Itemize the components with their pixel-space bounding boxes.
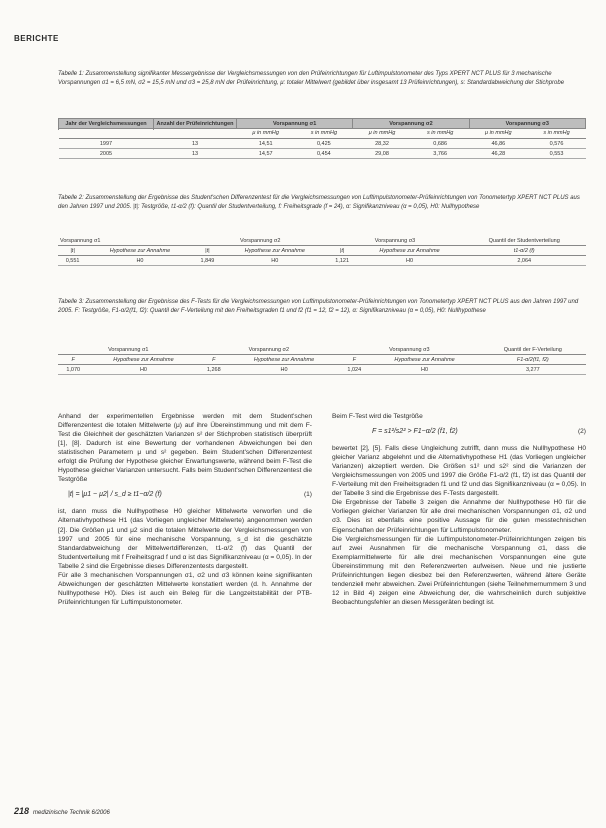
table1-header-s2: Vorspannung σ2 xyxy=(353,119,469,129)
paragraph: Für alle 3 mechanischen Vorspannungen σ1, σ2 und σ3 können keine signifikanten Abweichungen der geschätzten Mittelwerte konstatiert werden (d. h. Annahme der Nullhypothese H0). Dies ist auch ein Beleg für die Langzeitstabilität der PTB-Prüfeinrichtungen für Luftimpulstonometer. xyxy=(58,571,312,606)
table-cell: H0 xyxy=(357,256,463,266)
table-cell: 0,553 xyxy=(528,149,586,159)
table-cell: 29,08 xyxy=(353,149,411,159)
table-cell: H0 xyxy=(222,256,328,266)
table1-sub: μ in mmHg xyxy=(237,129,295,139)
table1-header-year: Jahr der Vergleichsmessungen xyxy=(59,119,154,129)
table-cell: 14,51 xyxy=(237,139,295,149)
left-column xyxy=(58,412,312,607)
formula-number: (1) xyxy=(303,491,312,499)
paragraph: bewertet [2], [5]. Falls diese Ungleichung zutrifft, dann muss die Nullhypothese H0 gleicher Varianz abgelehnt und die Alternativhypothese H1 (das Vorliegen ungleicher Varianzen) akzeptiert werden. Die Größen s1² und s2² sind die Varianzen der Vergleichsmessungen von 2005 und 1997 die Größe F1-α/2 (f1, f2) ist das Quantil der F-Verteilung mit den Freiheitsgraden f1 und f2 und das Signifikanzniveau (α = 0,05). In der Tabelle 3 sind die Ergebnisse des F-Tests dargestellt. xyxy=(332,445,586,498)
table-row xyxy=(59,139,586,149)
table-cell: 0,551 xyxy=(58,256,87,266)
table-cell: 1,121 xyxy=(328,256,357,266)
table3-header-quantile: Quantil der F-Verteilung xyxy=(480,345,586,355)
table-cell: 13 xyxy=(154,139,237,149)
table3-sub: Hypothese zur Annahme xyxy=(229,355,339,365)
table3-caption: Tabelle 3: Zusammenstellung der Ergebnisse des F-Tests für die Vergleichsmessungen von Luftimpulstonometer-Prüfeinrichtungen von Tonometertyp XPERT NCT PLUS aus den Jahren 1997 und 2005. F: Testgröße, F1-α/2(f1, f2): Quantil der F-Verteilung mit den Freiheitsgraden f1 und f2 (f1 = 12, f2 = 12), α: Signifikanzniveau (α = 0,05), H0: Nullhypothese xyxy=(58,299,579,314)
table-cell: 0,686 xyxy=(411,139,469,149)
table2-sub: |t| xyxy=(58,246,87,256)
table-row xyxy=(58,256,586,266)
table-cell: 1,024 xyxy=(339,365,369,375)
table2-header-s3: Vorspannung σ3 xyxy=(328,236,463,246)
table-row xyxy=(58,365,586,375)
table2-sub: t1-α/2 (f) xyxy=(462,246,586,256)
table1-sub: s in mmHg xyxy=(411,129,469,139)
table-cell: 3,277 xyxy=(480,365,586,375)
table-cell: H0 xyxy=(88,365,198,375)
table1-header-count: Anzahl der Prüfeinrichtungen xyxy=(154,119,237,129)
table-cell: 1,849 xyxy=(193,256,222,266)
table2-caption: Tabelle 2: Zusammenstellung der Ergebnisse des Student'schen Differenzentest für die Vergleichsmessungen von Luftimpulstonometer-Prüfeinrichtungen von Tonometertyp XPERT NCT PLUS aus den Jahren 1997 und 2005. |t|: Testgröße, t1-α/2 (f): Quantil der Studentverteilung, f: Freiheitsgrade (f = 24), α: Signifikanzniveau (α = 0,05), H0: Nullhypothese xyxy=(58,195,580,210)
table-cell: 28,32 xyxy=(353,139,411,149)
table3-sub: F xyxy=(199,355,229,365)
table2-sub: |t| xyxy=(193,246,222,256)
table1-sub: μ in mmHg xyxy=(353,129,411,139)
table3-sub: F1-α/2(f1, f2) xyxy=(480,355,586,365)
table2-header-s2: Vorspannung σ2 xyxy=(193,236,328,246)
table3 xyxy=(58,345,586,375)
table-cell: 14,57 xyxy=(237,149,295,159)
table-cell: 0,454 xyxy=(295,149,353,159)
table-cell: 1997 xyxy=(59,139,154,149)
table2-sub: Hypothese zur Annahme xyxy=(222,246,328,256)
right-column xyxy=(332,412,586,607)
table3-sub: F xyxy=(58,355,88,365)
paragraph: ist, dann muss die Nullhypothese H0 gleicher Mittelwerte verworfen und die Alternativhypothese H1 (das Vorliegen ungleicher Mittelwerte) angenommen werden [2]. Die Größen μ1 und μ2 sind die totalen Mittelwerte der Vergleichsmessungen von 1997 und 2005 für eine mechanische Vorspannung, s_d ist die geschätzte Standardabweichung der Mittelwertdifferenzen, t1-α/2 (f) das Quantil der Studentverteilung mit f Freiheitsgrad f und α ist das Signifikanzniveau (α = 0,05). In der Tabelle 2 sind die Ergebnisse dieses Differenzentests dargestellt. xyxy=(58,508,312,570)
table-cell: H0 xyxy=(87,256,193,266)
page-footer xyxy=(14,806,110,816)
paragraph: Die Vergleichsmessungen für die Luftimpulstonometer-Prüfeinrichtungen zeigen bis auf zwei Ausnahmen für die mechanische Vorspannung σ1, dass die Exemplarmittelwerte für alle drei mechanischen Vorspannungen eine gute Übereinstimmung mit den Referenzwerten aufweisen. Neue und nie justierte Prüfeinrichtungen liegen diesbez bei den Referenzwerten, während ältere Geräte tendenziell mehr abweichen. Zwei Prüfeinrichtungen (siehe Teilnehmernummern 3 und 12 in Bild 4) zeigen eine Abweichung der, die wahrscheinlich durch subjektive Beobachtungsfehler an diesen Messgeräten bedingt ist. xyxy=(332,535,586,606)
table-cell: 2005 xyxy=(59,149,154,159)
paragraph: Die Ergebnisse der Tabelle 3 zeigen die Annahme der Nullhypothese H0 für die Vorliegen gleicher Varianzen für alle drei mechanischen Vorspannungen σ1, σ2 und σ3. Dies ist ebenfalls eine positive Aussage für die guten messtechnischen Eigenschaften der Prüfeinrichtungen für Luftimpulstonometer. xyxy=(332,499,586,534)
table1-sub: s in mmHg xyxy=(528,129,586,139)
table3-sub: F xyxy=(339,355,369,365)
table-cell: 0,425 xyxy=(295,139,353,149)
table2-header-s1: Vorspannung σ1 xyxy=(58,236,193,246)
table-cell: 1,070 xyxy=(58,365,88,375)
table3-header-s3: Vorspannung σ3 xyxy=(339,345,480,355)
table1-caption: Tabelle 1: Zusammenstellung signifikanter Messergebnisse der Vergleichsmessungen von den Prüfeinrichtungen für Luftimpulstonometer des Typs XPERT NCT PLUS für 3 mechanische Vorspannungen σ1 = 6,5 mN, σ2 = 15,5 mN und σ3 = 25,8 mN der Prüfeinrichtung, μ: totaler Mittelwert (gebildet über insgesamt 13 Prüfeinrichtungen), s: Standardabweichung der Stichprobe xyxy=(58,71,565,86)
table2 xyxy=(58,236,586,266)
table-cell: 46,28 xyxy=(469,149,527,159)
paragraph: Beim F-Test wird die Testgröße xyxy=(332,413,423,420)
table1 xyxy=(58,118,586,159)
paragraph: Anhand der experimentellen Ergebnisse werden mit dem Student'schen Differenzentest die totalen Mittelwerte (μ) auf ihre Übereinstimmung und mit dem F-Test die Gleichheit der geschätzten Varianzen s² der Stichproben statistisch überprüft [1], [8]. Dadurch ist eine Bewertung der vorhandenen Abweichungen bei den statistischen Parametern μ und s² gegeben. Beim Student'schen Differenzentest erfolgt die Prüfung der Hypothese gleicher Erwartungswerte, während beim F-Test die Hypothese gleicher Varianzen untersucht. Falls beim Student'schen Differenzentest die Testgröße xyxy=(58,413,312,484)
table-cell: 3,766 xyxy=(411,149,469,159)
table-cell: H0 xyxy=(370,365,480,375)
table2-header-quantile: Quantil der Studentverteilung xyxy=(462,236,586,246)
table2-sub: Hypothese zur Annahme xyxy=(357,246,463,256)
table3-header-s1: Vorspannung σ1 xyxy=(58,345,199,355)
table2-sub: Hypothese zur Annahme xyxy=(87,246,193,256)
table-cell: 46,86 xyxy=(469,139,527,149)
table-cell: 2,064 xyxy=(462,256,586,266)
table-row xyxy=(59,149,586,159)
table3-header-s2: Vorspannung σ2 xyxy=(199,345,340,355)
formula-1: |t| = |μ1 − μ2| / s_d ≥ t1−α/2 (f) xyxy=(68,491,162,499)
table-cell: 0,576 xyxy=(528,139,586,149)
table-cell: H0 xyxy=(229,365,339,375)
table3-sub: Hypothese zur Annahme xyxy=(88,355,198,365)
table1-sub: μ in mmHg xyxy=(469,129,527,139)
section-label: BERICHTE xyxy=(14,34,59,43)
table3-sub: Hypothese zur Annahme xyxy=(370,355,480,365)
formula-number: (2) xyxy=(577,428,586,436)
table1-header-s1: Vorspannung σ1 xyxy=(237,119,353,129)
table-cell: 1,268 xyxy=(199,365,229,375)
table2-sub: |t| xyxy=(328,246,357,256)
table1-header-s3: Vorspannung σ3 xyxy=(469,119,585,129)
journal-name: medizinische Technik 6/2006 xyxy=(33,810,110,816)
table-cell: 13 xyxy=(154,149,237,159)
table1-sub: s in mmHg xyxy=(295,129,353,139)
page-number: 218 xyxy=(14,806,30,816)
formula-2: F = s1²/s2² > F1−α/2 (f1, f2) xyxy=(372,428,458,436)
